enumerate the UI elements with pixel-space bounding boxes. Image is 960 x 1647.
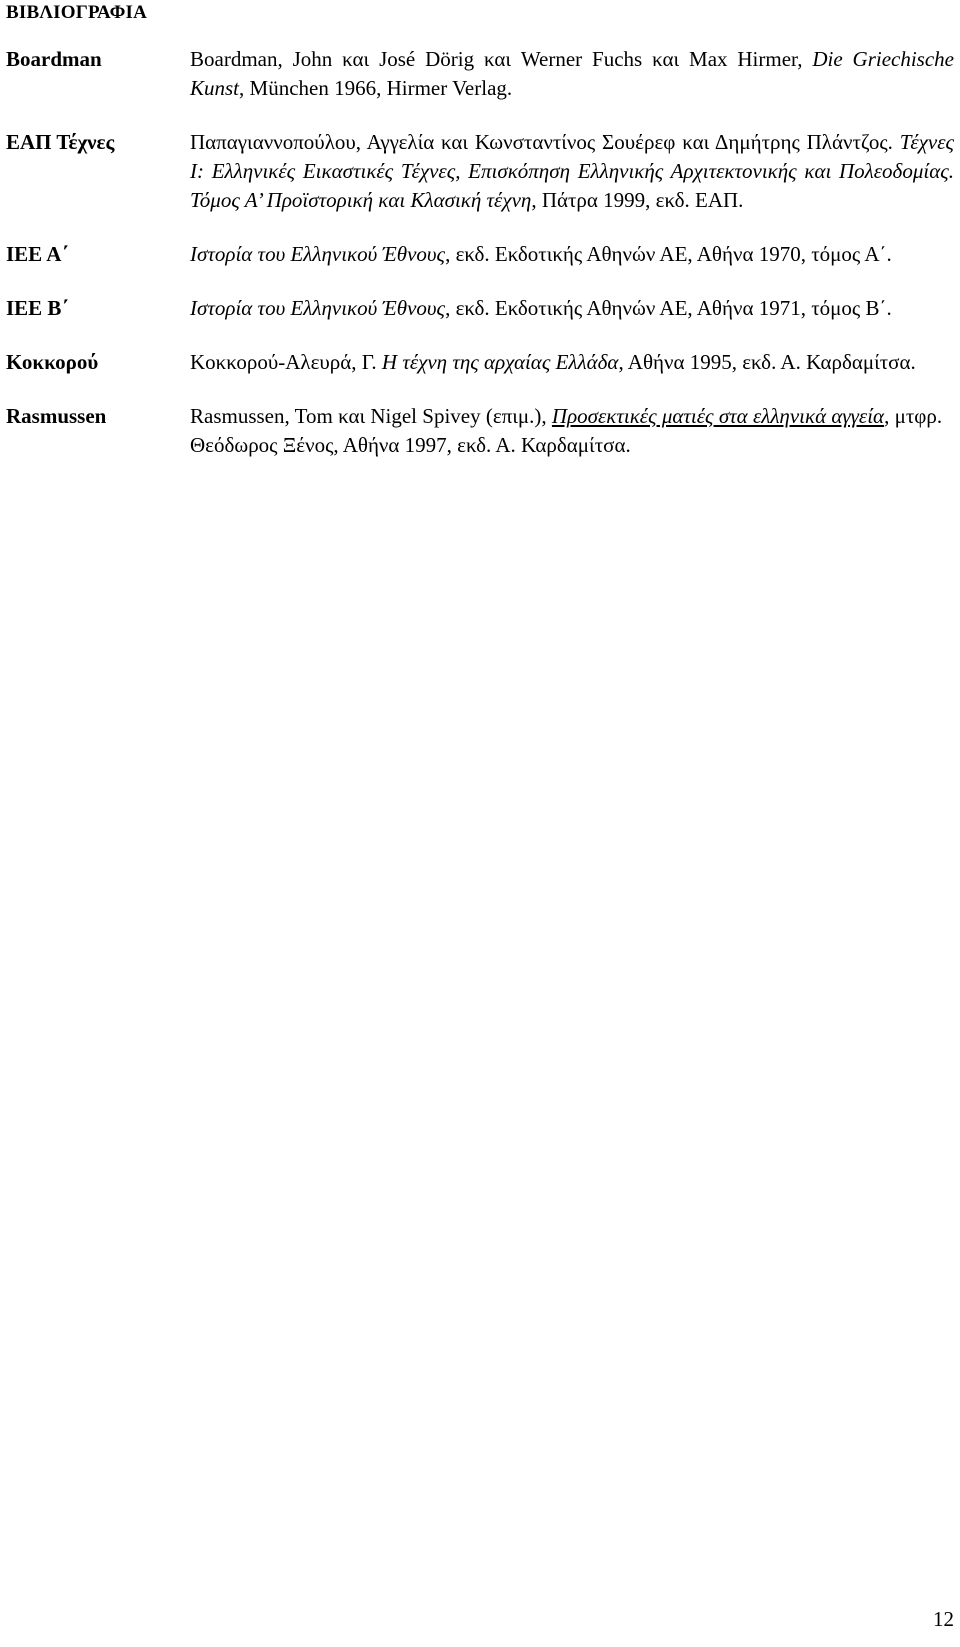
page-title: ΒΙΒΛΙΟΓΡΑΦΙΑ (6, 2, 148, 23)
citation-title: Τέχνες Ι: Ελληνικές Εικαστικές Τέχνες, Επισκόπηση Ελληνικής Αρχιτεκτονικής και Πολεοδομίας. Τόμος Α’ Προϊστορική και Κλασική τέχνη (190, 130, 954, 212)
entry-key: Boardman (6, 47, 102, 71)
entry-citation (190, 45, 956, 103)
citation-title: Ιστορία του Ελληνικού Έθνους (190, 242, 446, 266)
entry-citation (190, 294, 956, 323)
citation-authors: Rasmussen, Tom και Nigel Spivey (επιμ.), (190, 404, 552, 428)
entry-key: Κοκκορού (6, 350, 99, 374)
page-number: 12 (933, 1607, 954, 1631)
citation-authors: Κοκκορού-Αλευρά, Γ. (190, 350, 382, 374)
bibliography-entry-iee-a (6, 240, 956, 269)
citation-publication: , Πάτρα 1999, εκδ. ΕΑΠ. (531, 188, 744, 212)
citation-publication: , εκδ. Εκδοτικής Αθηνών ΑΕ, Αθήνα 1970, τόμος Α΄. (445, 242, 892, 266)
bibliography-entry-iee-b (6, 294, 956, 323)
entry-key: ΙΕΕ Β΄ (6, 296, 69, 320)
citation-publication: , εκδ. Εκδοτικής Αθηνών ΑΕ, Αθήνα 1971, τόμος Β΄. (445, 296, 892, 320)
bibliography-entry-boardman (6, 45, 956, 103)
bibliography-entry-rasmussen (6, 402, 956, 460)
citation-authors: Boardman, John και José Dörig και Werner Fuchs και Max Hirmer, (190, 47, 813, 71)
entry-citation (190, 240, 956, 269)
bibliography-entry-kokkorou (6, 348, 956, 377)
entry-citation (190, 402, 956, 460)
entry-citation (190, 348, 956, 377)
entry-key: Rasmussen (6, 404, 107, 428)
entry-citation (190, 128, 956, 215)
citation-title: Ιστορία του Ελληνικού Έθνους (190, 296, 446, 320)
citation-publication: , Αθήνα 1995, εκδ. Α. Καρδαμίτσα. (618, 350, 916, 374)
entry-key: ΙΕΕ Α΄ (6, 242, 69, 266)
bibliography-entry-eap (6, 128, 956, 215)
bibliography-list (6, 45, 956, 485)
citation-title: Προσεκτικές ματιές στα ελληνικά αγγεία (551, 404, 885, 428)
citation-title: Η τέχνη της αρχαίας Ελλάδα (381, 350, 619, 374)
citation-title: Die Griechische Kunst (190, 47, 954, 100)
citation-publication: , München 1966, Hirmer Verlag. (239, 76, 513, 100)
citation-authors: Παπαγιαννοπούλου, Αγγελία και Κωνσταντίνος Σουέρεφ και Δημήτρης Πλάντζος. (190, 130, 900, 154)
citation-publication: , μτφρ. Θεόδωρος Ξένος, Αθήνα 1997, εκδ. Α. Καρδαμίτσα. (190, 404, 943, 457)
entry-key: ΕΑΠ Τέχνες (6, 130, 115, 154)
